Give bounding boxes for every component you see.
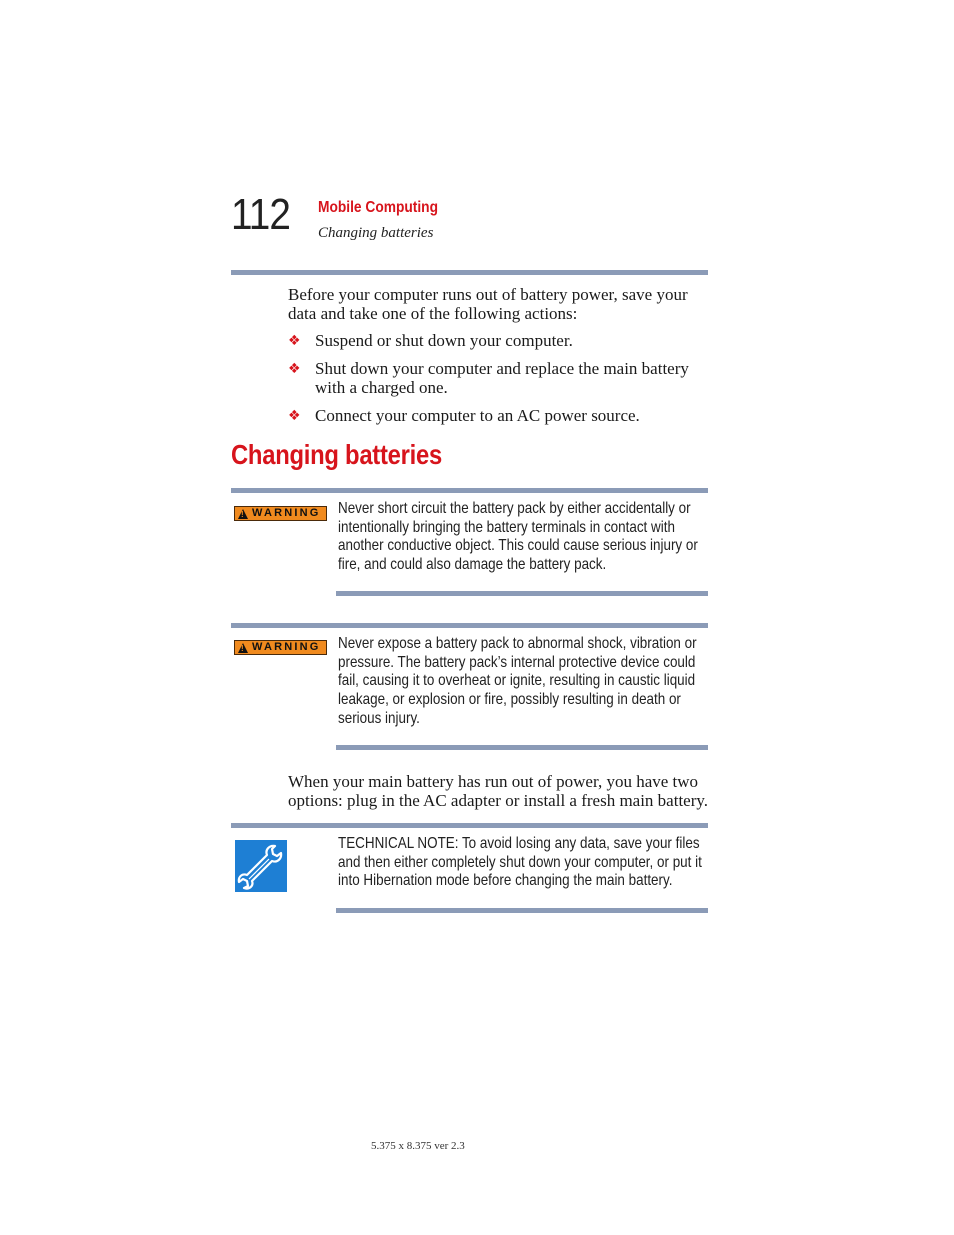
warning-top-divider [231, 623, 708, 628]
bullet-text: Suspend or shut down your computer. [315, 331, 573, 350]
tech-note-text: TECHNICAL NOTE: To avoid losing any data, save your files and then either completely shut down your computer, or put it into Hibernation mode before changing the main battery. [338, 835, 702, 890]
footer-version: 5.375 x 8.375 ver 2.3 [371, 1140, 465, 1152]
warning-triangle-icon [238, 509, 248, 519]
warning-text: Never expose a battery pack to abnormal shock, vibration or pressure. The battery pack’s internal protective device could fail, causing it to overheat or ignite, resulting in caustic liquid leakage, or explosion or fire, possibly resulting in death or serious injury. [338, 635, 697, 727]
wrench-icon [235, 840, 287, 892]
section-subtitle: Changing batteries [318, 225, 434, 241]
warning-triangle-icon [238, 643, 248, 653]
warning-bottom-divider [336, 745, 708, 750]
warning-badge [234, 506, 327, 521]
body-paragraph: When your main battery has run out of power, you have two options: plug in the AC adapter or install a fresh main battery. [288, 772, 709, 810]
section-heading: Changing batteries [231, 439, 442, 470]
header-divider [231, 270, 708, 275]
diamond-bullet-icon: ❖ [288, 408, 301, 424]
bullet-text: Connect your computer to an AC power source. [315, 406, 640, 425]
diamond-bullet-icon: ❖ [288, 361, 301, 377]
warning-text: Never short circuit the battery pack by either accidentally or intentionally bringing the battery terminals in contact with another conductive object. This could cause serious injury or fire, and could also damage the battery pack. [338, 500, 698, 574]
warning-label: WARNING [252, 641, 321, 653]
warning-label: WARNING [252, 507, 321, 519]
chapter-title: Mobile Computing [318, 199, 438, 216]
warning-badge [234, 640, 327, 655]
tech-note-top-divider [231, 823, 708, 828]
warning-bottom-divider [336, 591, 708, 596]
tech-note-bottom-divider [336, 908, 708, 913]
page-number: 112 [231, 190, 291, 239]
bullet-text: Shut down your computer and replace the main battery with a charged one. [315, 359, 689, 397]
warning-top-divider [231, 488, 708, 493]
diamond-bullet-icon: ❖ [288, 333, 301, 349]
intro-paragraph: Before your computer runs out of battery power, save your data and take one of the following actions: [288, 285, 688, 323]
